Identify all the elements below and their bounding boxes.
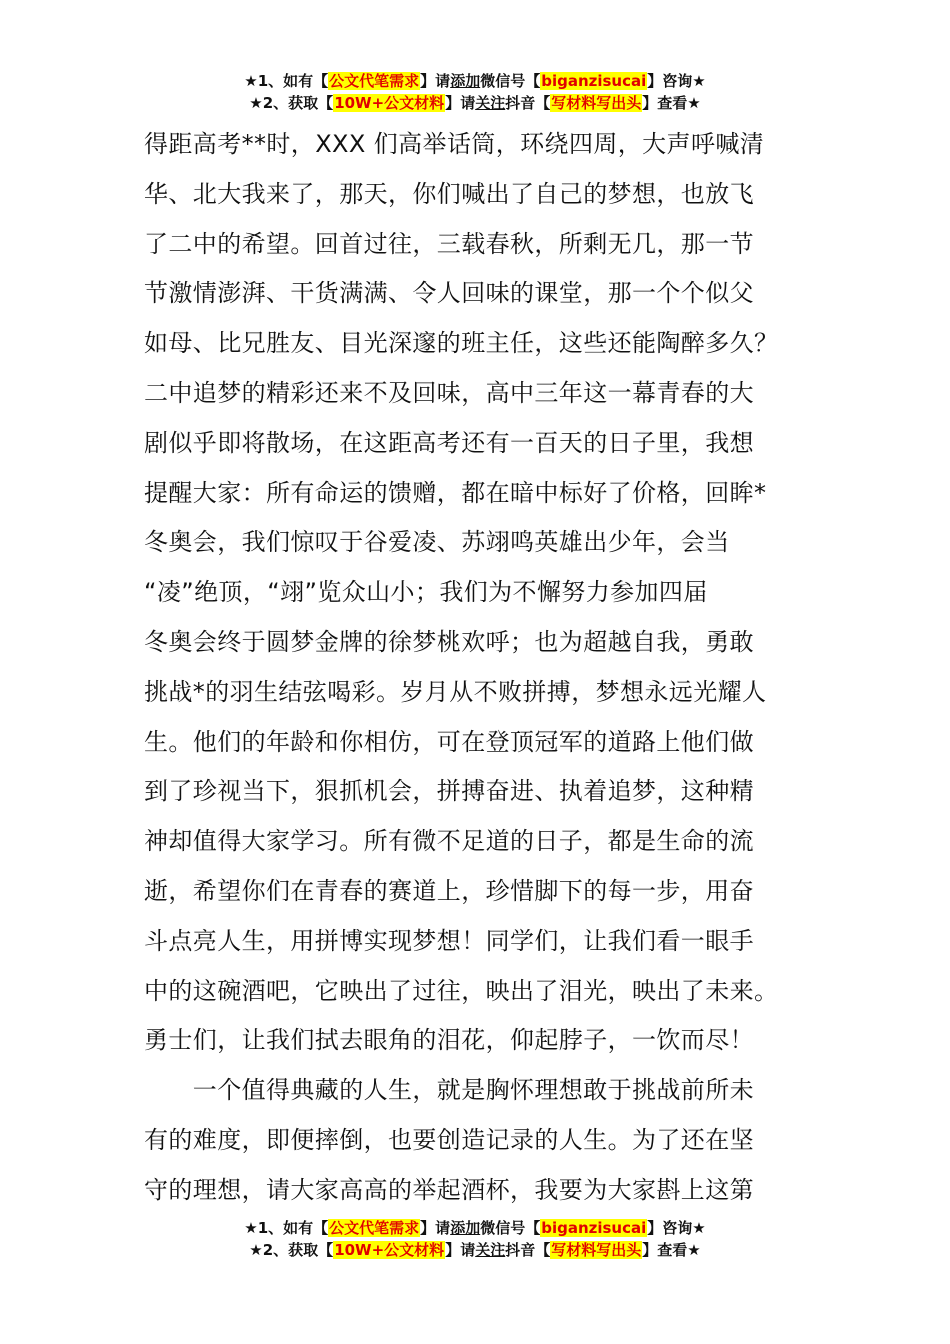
body-line: 剧似乎即将散场，在这距高考还有一百天的日子里，我想 xyxy=(144,428,754,457)
body-line: 勇士们，让我们拭去眼角的泪花，仰起脖子，一饮而尽！ xyxy=(144,1026,754,1055)
header-promo-banner xyxy=(0,70,950,114)
promo-text: ★2、获取【 xyxy=(249,1241,334,1259)
body-line: 得距高考**时，XXX 们高举话筒，环绕四周，大声呼喊清 xyxy=(144,130,765,158)
promo-highlight: 写材料写出头 xyxy=(551,1241,642,1259)
promo-text: 微信号【 xyxy=(480,1219,541,1237)
body-line: 节激情澎湃、干货满满、令人回味的课堂，那一个个似父 xyxy=(144,279,754,308)
promo-text: ★1、如有【 xyxy=(244,1219,329,1237)
promo-line-2 xyxy=(0,92,950,114)
body-line: 守的理想，请大家高高的举起酒杯，我要为大家斟上这第 xyxy=(144,1175,754,1204)
promo-emphasis: 添加 xyxy=(450,1219,481,1237)
promo-highlight: 10W+公文材料 xyxy=(334,1241,445,1259)
body-line: 提醒大家：所有命运的馈赠，都在暗中标好了价格，回眸* xyxy=(144,478,767,507)
body-line: “凌”绝顶，“翊”览众山小；我们为不懈努力参加四届 xyxy=(144,578,708,607)
footer-promo-banner xyxy=(0,1217,950,1261)
body-line: 二中追梦的精彩还来不及回味，高中三年这一幕青春的大 xyxy=(144,378,754,407)
body-line: 挑战*的羽生结弦喝彩。岁月从不败拼搏，梦想永远光耀人 xyxy=(144,677,767,706)
body-line: 生。他们的年龄和你相仿，可在登顶冠军的道路上他们做 xyxy=(144,727,754,756)
promo-line-1 xyxy=(0,70,950,92)
body-line: 中的这碗酒吧，它映出了过往，映出了泪光，映出了未来。 xyxy=(144,976,779,1005)
promo-line-1 xyxy=(0,1217,950,1239)
promo-text: 】请 xyxy=(445,94,476,112)
promo-line-2 xyxy=(0,1239,950,1261)
body-line: 斗点亮人生，用拼博实现梦想！同学们，让我们看一眼手 xyxy=(144,926,754,955)
promo-highlight: 10W+公文材料 xyxy=(334,94,445,112)
body-line: 有的难度，即便摔倒，也要创造记录的人生。为了还在坚 xyxy=(144,1125,754,1154)
promo-emphasis: 添加 xyxy=(450,72,481,90)
body-line: 冬奥会，我们惊叹于谷爱凌、苏翊鸣英雄出少年，会当 xyxy=(144,528,730,557)
document-body xyxy=(144,120,814,1216)
promo-emphasis: 关注 xyxy=(475,1241,506,1259)
promo-text: 】咨询★ xyxy=(647,72,706,90)
promo-highlight: 公文代笔需求 xyxy=(329,72,420,90)
promo-highlight: biganzisucai xyxy=(541,1219,647,1237)
promo-text: ★1、如有【 xyxy=(244,72,329,90)
promo-text: 】请 xyxy=(420,72,451,90)
promo-text: 】请 xyxy=(420,1219,451,1237)
body-line: 华、北大我来了，那天，你们喊出了自己的梦想，也放飞 xyxy=(144,179,754,208)
promo-text: 】查看★ xyxy=(642,94,701,112)
body-line: 一个值得典藏的人生，就是胸怀理想敢于挑战前所未 xyxy=(144,1076,754,1105)
promo-highlight: biganzisucai xyxy=(541,72,647,90)
promo-highlight: 公文代笔需求 xyxy=(329,1219,420,1237)
body-line: 神却值得大家学习。所有微不足道的日子，都是生命的流 xyxy=(144,827,754,856)
body-line: 冬奥会终于圆梦金牌的徐梦桃欢呼；也为超越自我，勇敢 xyxy=(144,627,754,656)
body-line: 逝，希望你们在青春的赛道上，珍惜脚下的每一步，用奋 xyxy=(144,876,754,905)
promo-text: 抖音【 xyxy=(505,94,551,112)
promo-text: 】咨询★ xyxy=(647,1219,706,1237)
promo-text: 】查看★ xyxy=(642,1241,701,1259)
promo-text: 】请 xyxy=(445,1241,476,1259)
promo-text: 抖音【 xyxy=(505,1241,551,1259)
promo-emphasis: 关注 xyxy=(475,94,506,112)
body-line: 到了珍视当下，狠抓机会，拼搏奋进、执着追梦，这种精 xyxy=(144,777,754,806)
body-line: 如母、比兄胜友、目光深邃的班主任，这些还能陶醉多久？ xyxy=(144,329,779,358)
promo-text: ★2、获取【 xyxy=(249,94,334,112)
promo-highlight: 写材料写出头 xyxy=(551,94,642,112)
body-line: 了二中的希望。回首过往，三载春秋，所剩无几，那一节 xyxy=(144,229,754,258)
promo-text: 微信号【 xyxy=(480,72,541,90)
